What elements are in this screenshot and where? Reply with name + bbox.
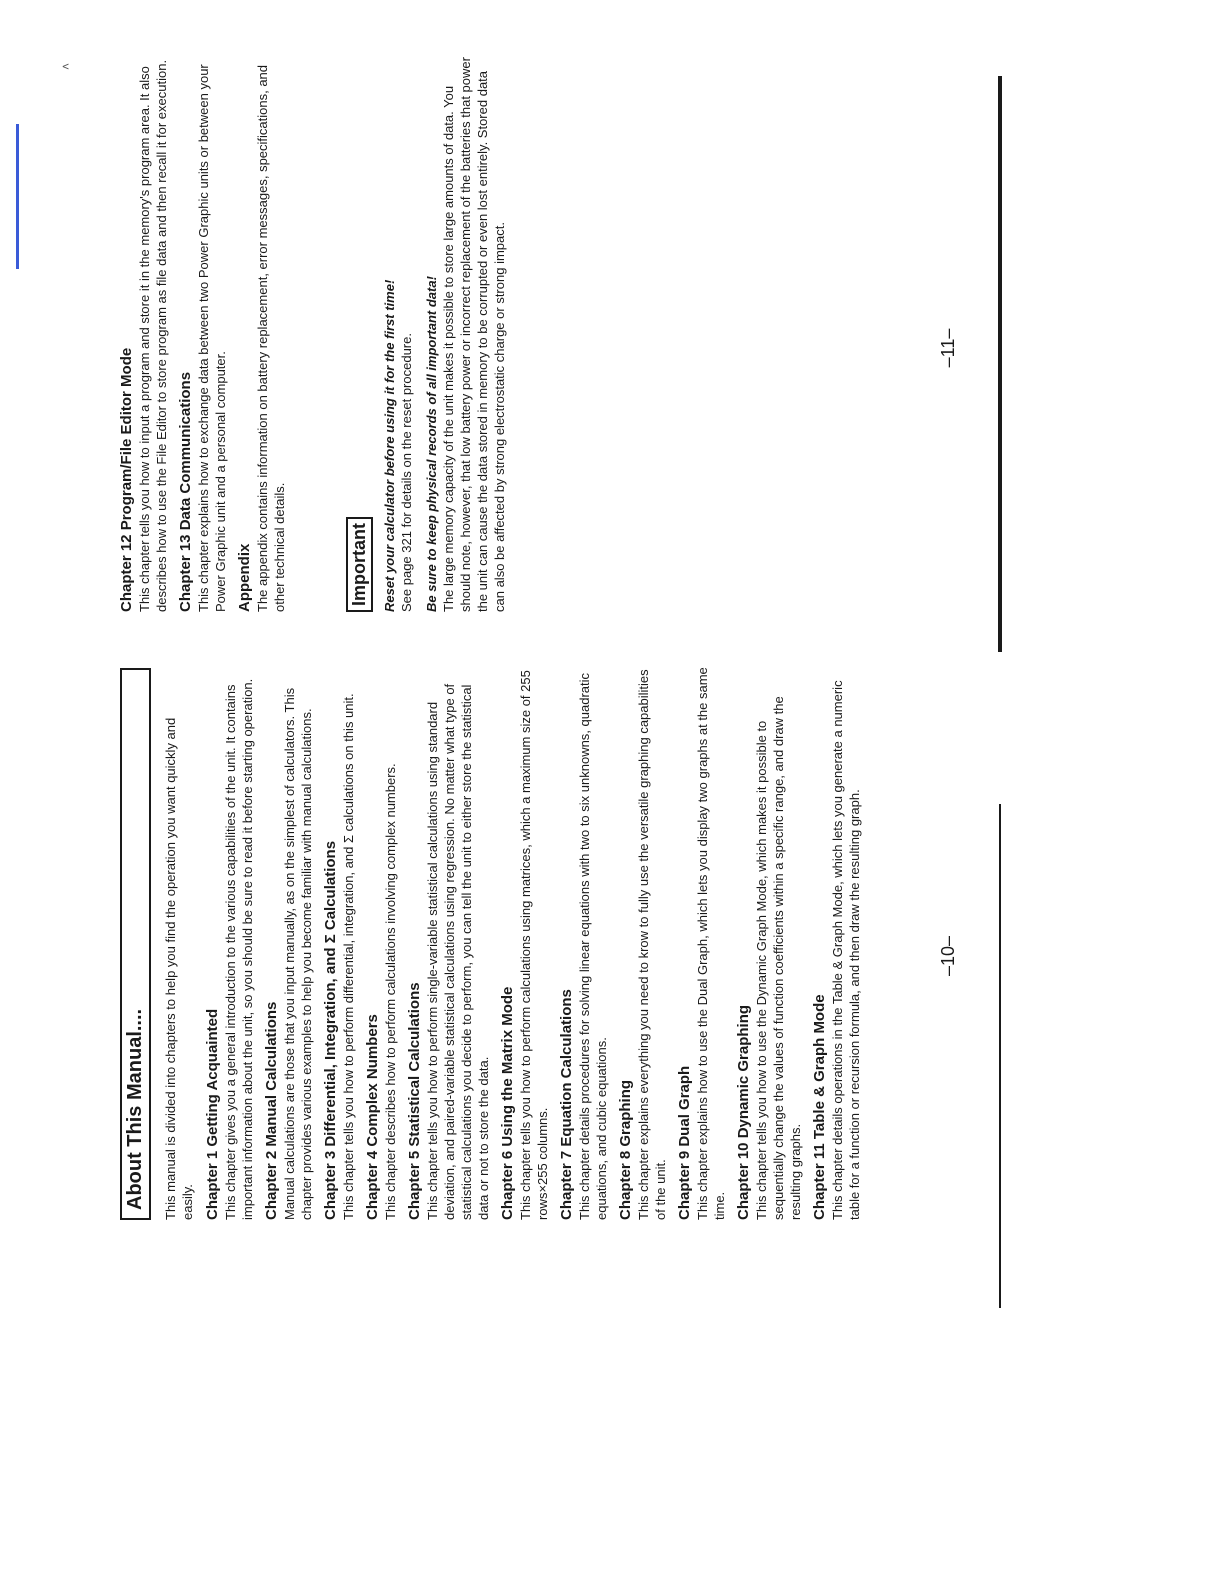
chapter-description: This chapter explains how to use the Dual Graph, which lets you display two graphs at the same time.	[695, 667, 727, 1220]
important-heading: Be sure to keep physical records of all important data!	[424, 276, 439, 612]
chapter-title: Chapter 2 Manual Calculations	[263, 1001, 280, 1220]
chapter-2	[263, 660, 315, 1220]
chapter-title: Chapter 4 Complex Numbers	[364, 1014, 381, 1220]
important-item-records	[423, 52, 508, 612]
chapter-description: This chapter tells you how to perform differential, integration, and Σ calculations on this unit.	[341, 693, 356, 1220]
chapter-description: The appendix contains information on battery replacement, error messages, specifications, and other technical details.	[255, 64, 287, 612]
chapter-description: This chapter details procedures for solving linear equations with two to six unknowns, quadratic equations, and cubic equations.	[577, 672, 609, 1220]
page-number: –11–	[938, 328, 958, 368]
chapter-list	[118, 52, 295, 612]
chapter-title: Chapter 12 Program/File Editor Mode	[118, 347, 135, 612]
important-notice	[346, 52, 508, 612]
important-text: See page 321 for details on the reset procedure.	[399, 333, 414, 612]
chapter-7	[558, 660, 610, 1220]
margin-mark: ˄	[59, 62, 73, 70]
chapter-title: Chapter 10 Dynamic Graphing	[735, 1004, 752, 1220]
chapter-title: Chapter 3 Differential, Integration, and Σ Calculations	[322, 840, 339, 1220]
chapter-title: Chapter 13 Data Communications	[177, 371, 194, 612]
chapter-title: Chapter 7 Equation Calculations	[558, 989, 575, 1220]
left-page	[0, 656, 1224, 1236]
chapter-list	[204, 660, 870, 1220]
page-title: About This Manual....	[120, 668, 151, 1220]
chapter-description: This chapter tells you how to use the Dynamic Graph Mode, which makes it possible to sequentially change the values of function coefficients within a specific range, and draw the resulting graphs.	[754, 696, 803, 1220]
chapter-description: This chapter explains how to exchange data between two Power Graphic units or between your Power Graphic unit and a personal computer.	[196, 64, 228, 612]
chapter-description: This chapter describes how to perform calculations involving complex numbers.	[383, 763, 398, 1220]
chapter-title: Chapter 9 Dual Graph	[676, 1065, 693, 1220]
important-text: The large memory capacity of the unit makes it possible to store large amounts of data. You should note, however, that low battery power or incorrect replacement of the batteries that power the unit can cause the data stored in memory to be corrupted or even lost entirely. Stored data can also be affected by strong electrostatic charge or strong impact.	[441, 57, 507, 612]
chapter-description: This chapter tells you how to input a program and store it in the memory's program area. It also describes how to use the File Editor to store program as file data and then recall it for execution.	[137, 59, 169, 612]
chapter-title: Chapter 8 Graphing	[617, 1079, 634, 1220]
chapter-9	[676, 660, 728, 1220]
chapter-description: Manual calculations are those that you input manually, as on the simplest of calculators. This chapter provides various examples to help you become familiar with manual calculations.	[282, 687, 314, 1220]
chapter-10	[735, 660, 804, 1220]
chapter-3	[322, 660, 357, 1220]
chapter-description: This chapter tells you how to perform calculations using matrices, which a maximum size of 255 rows×255 columns.	[518, 670, 550, 1220]
chapter-description: This chapter tells you how to perform single-variable statistical calculations using standard deviation, and paired-variable statistical calculations using regression. No matter what type of statistical calculations you decide to perform, you can tell the unit to either store the statistical data or not to store the data.	[425, 683, 491, 1220]
chapter-4	[364, 660, 399, 1220]
page-number: –10–	[938, 935, 958, 977]
chapter-6	[499, 660, 551, 1220]
chapter-title: Appendix	[236, 543, 253, 612]
chapter-1	[204, 660, 256, 1220]
chapter-12	[118, 52, 170, 612]
right-page	[0, 48, 1224, 628]
chapter-title: Chapter 5 Statistical Calculations	[406, 982, 423, 1220]
chapter-title: Chapter 11 Table & Graph Mode	[811, 994, 828, 1220]
chapter-11	[811, 660, 863, 1220]
chapter-title: Chapter 1 Getting Acquainted	[204, 1008, 221, 1220]
important-heading: Reset your calculator before using it for the first time!	[382, 279, 397, 612]
chapter-description: This chapter explains everything you need to krow to fully use the versatile graphing capabilities of the unit.	[636, 669, 668, 1220]
chapter-description: This chapter gives you a general introduction to the various capabilities of the unit. It contains important information about the unit, so you should be sure to read it before starting operation.	[223, 678, 255, 1220]
chapter-description: This chapter details operations in the Table & Graph Mode, which lets you generate a numeric table for a function or recursion formula, and then draw the resulting graph.	[830, 680, 862, 1220]
appendix	[236, 52, 288, 612]
important-item-reset	[381, 52, 415, 612]
chapter-13	[177, 52, 229, 612]
intro-text: This manual is divided into chapters to help you find the operation you want quickly and easily.	[163, 717, 195, 1220]
important-label: Important	[346, 517, 373, 612]
chapter-5	[406, 660, 492, 1220]
chapter-title: Chapter 6 Using the Matrix Mode	[499, 986, 516, 1220]
chapter-8	[617, 660, 669, 1220]
